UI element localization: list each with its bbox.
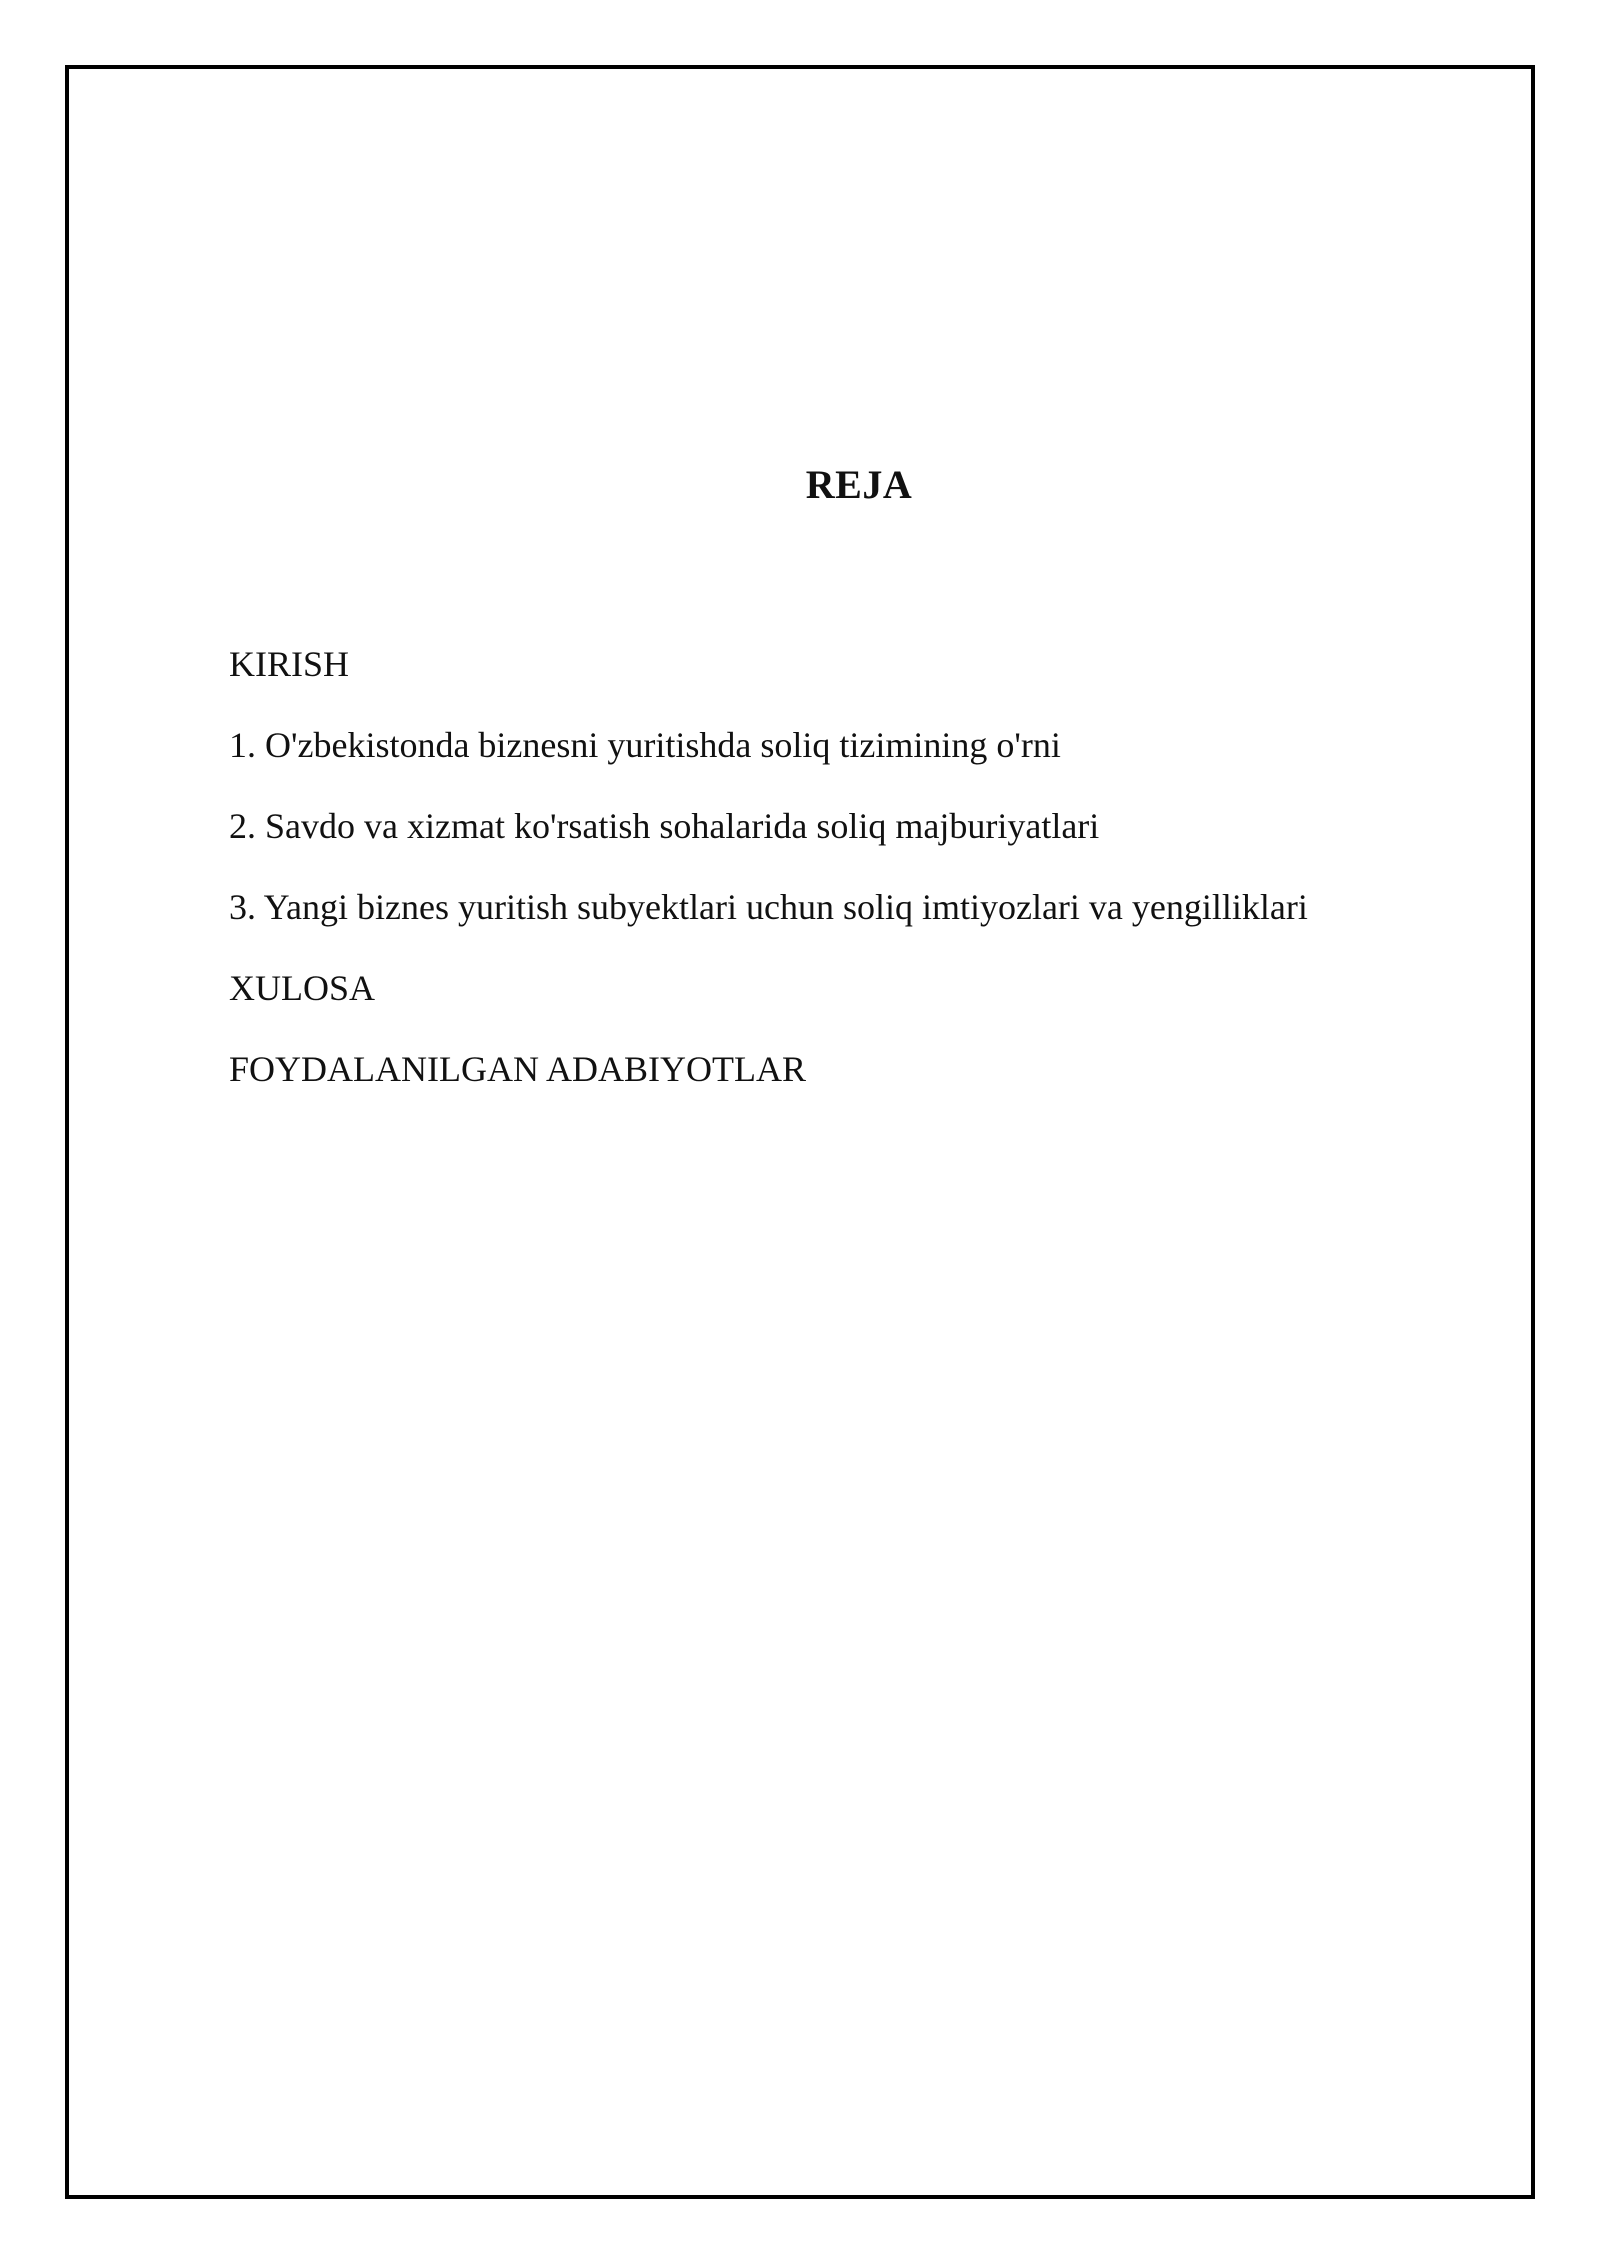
plan-item-references: FOYDALANILGAN ADABIYOTLAR bbox=[229, 1049, 806, 1089]
plan-item-3: 3. Yangi biznes yuritish subyektlari uchun soliq imtiyozlari va yengilliklari bbox=[229, 887, 1308, 927]
plan-item-introduction: KIRISH bbox=[229, 644, 350, 684]
plan-list bbox=[229, 642, 1308, 1128]
plan-item-2: 2. Savdo va xizmat ko'rsatish sohalarida soliq majburiyatlari bbox=[229, 806, 1100, 846]
page-title: REJA bbox=[805, 462, 913, 507]
page-border bbox=[65, 65, 1535, 2199]
plan-item-conclusion: XULOSA bbox=[229, 968, 376, 1008]
plan-item-1: 1. O'zbekistonda biznesni yuritishda soliq tizimining o'rni bbox=[229, 725, 1061, 765]
